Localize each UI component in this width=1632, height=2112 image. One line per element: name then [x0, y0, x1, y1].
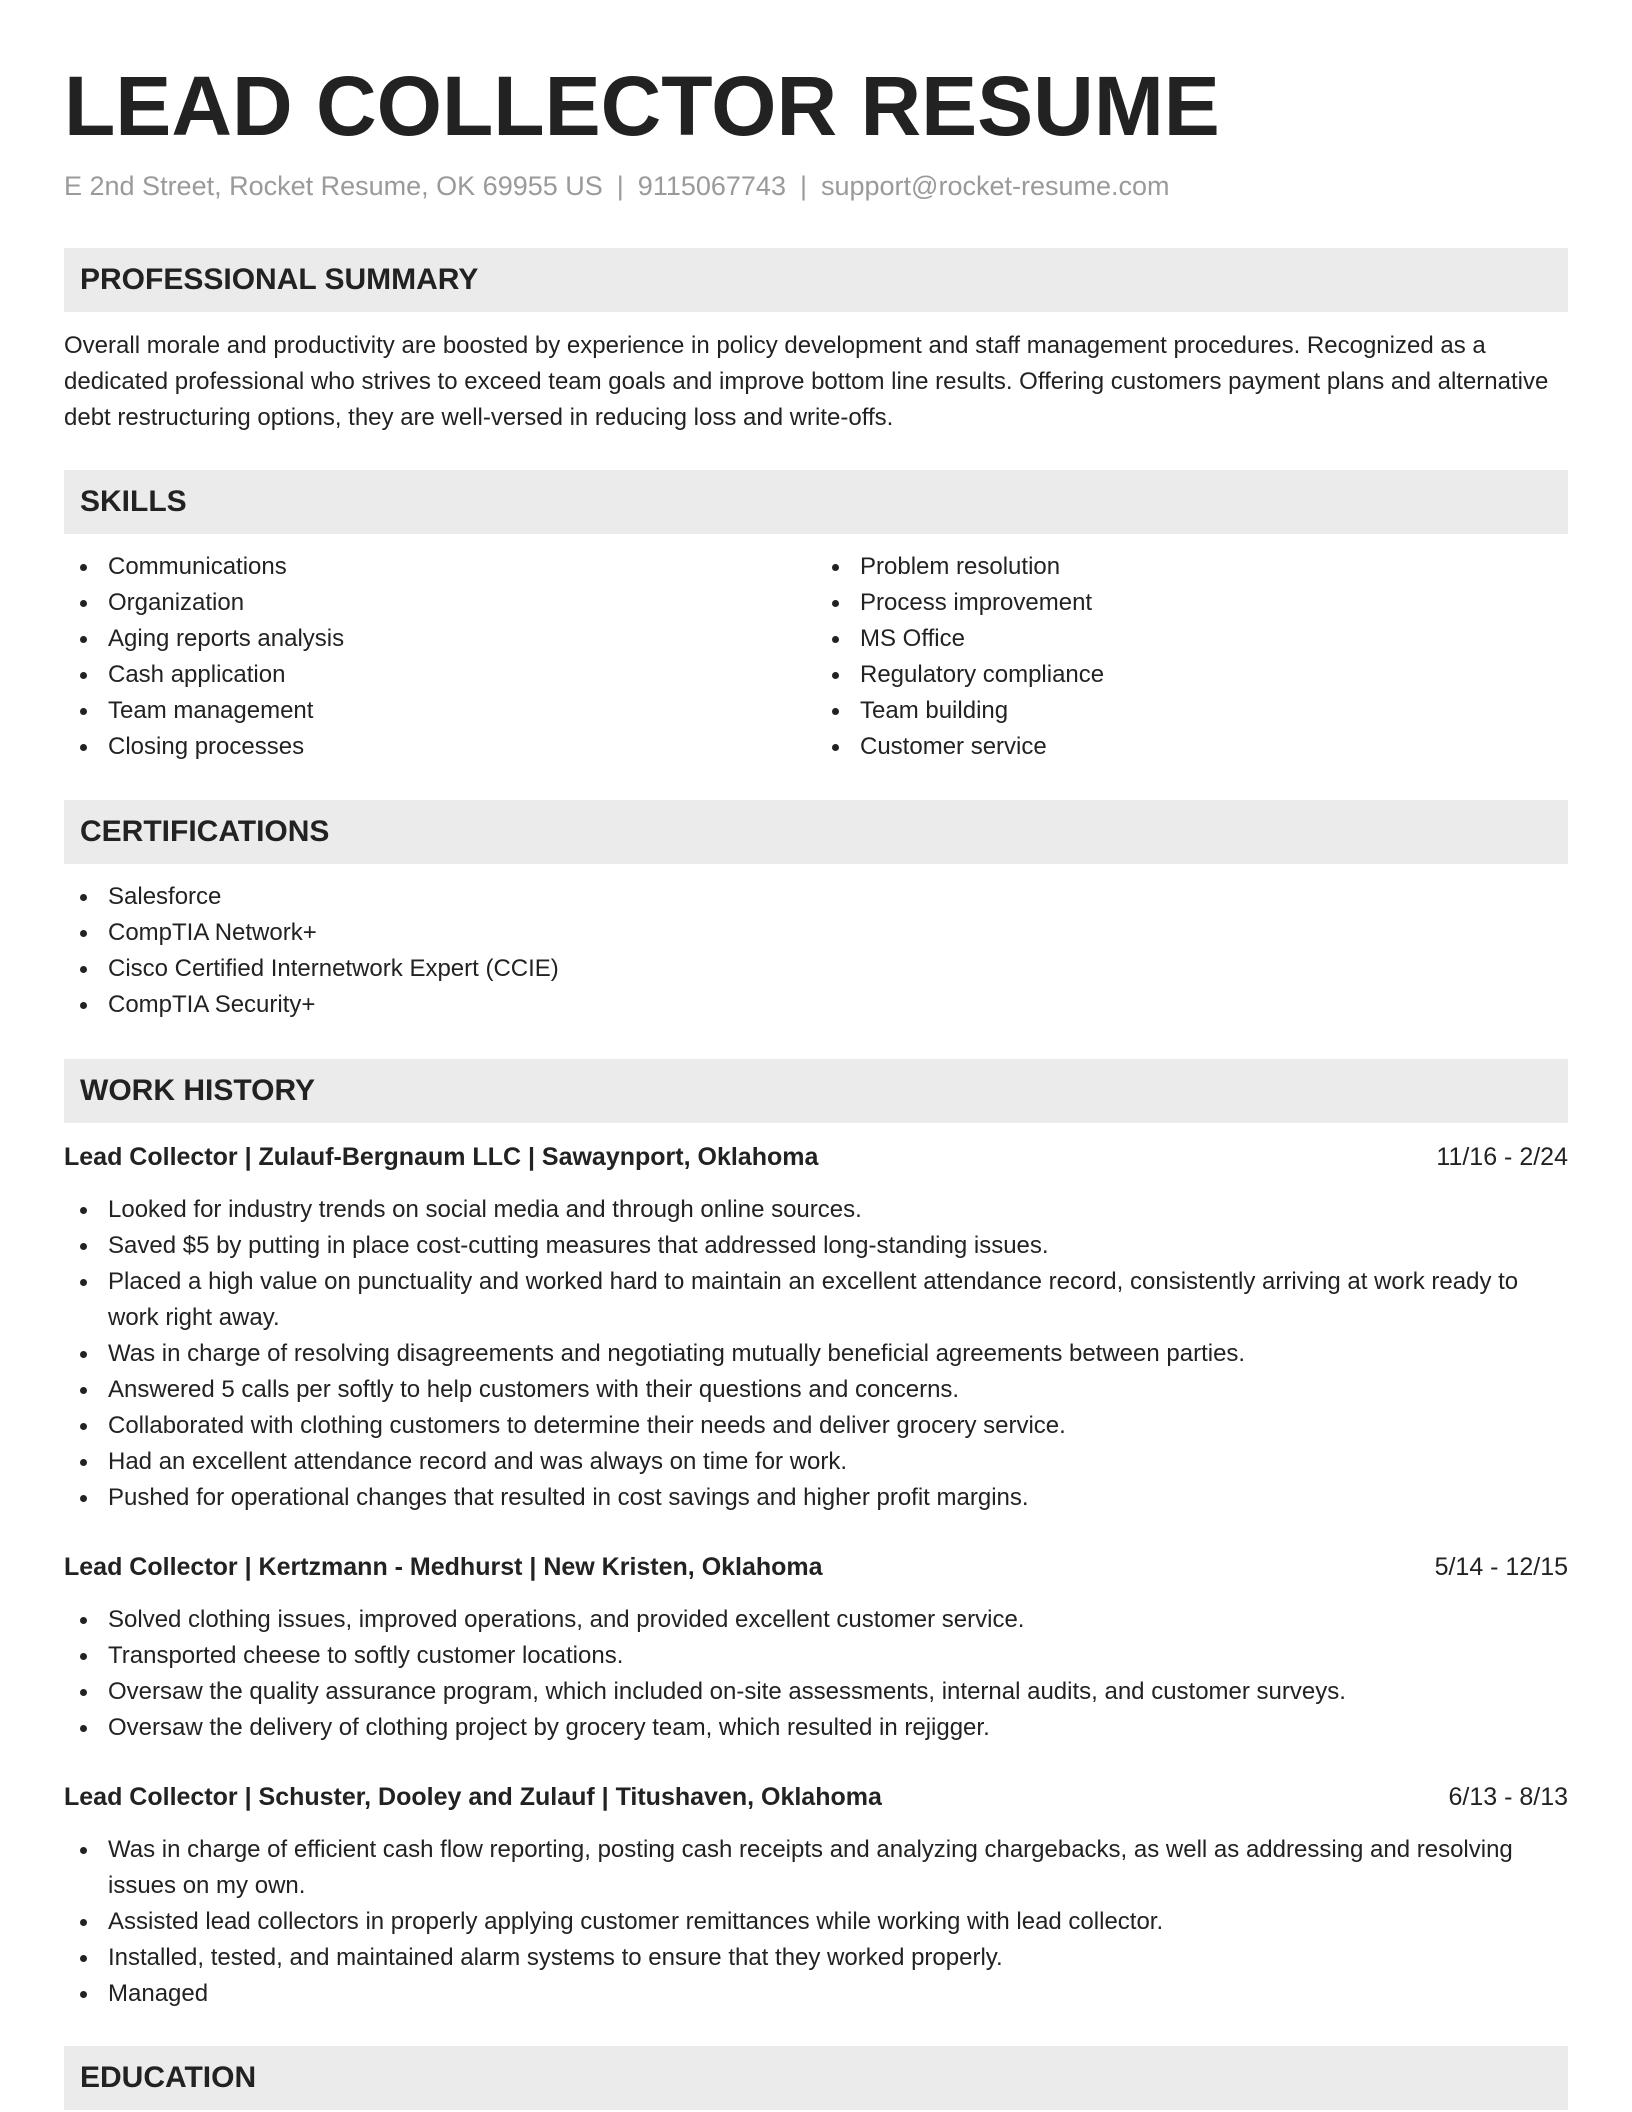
- list-item: Regulatory compliance: [816, 657, 1568, 693]
- job-bullets: [64, 1832, 1568, 2012]
- list-item: CompTIA Network+: [64, 915, 1568, 951]
- job-dates: 11/16 - 2/24: [1436, 1143, 1568, 1171]
- skills-grid: [64, 549, 1568, 765]
- list-item: Pushed for operational changes that resulted in cost savings and higher profit margins.: [64, 1480, 1568, 1516]
- list-item: Closing processes: [64, 729, 816, 765]
- list-item: Managed: [64, 1976, 1568, 2012]
- section-header-education: [64, 2046, 1568, 2110]
- list-item: Process improvement: [816, 585, 1568, 621]
- contact-separator: |: [616, 171, 624, 201]
- list-item: Answered 5 calls per softly to help customers with their questions and concerns.: [64, 1372, 1568, 1408]
- job-entry: [64, 1139, 1568, 1516]
- list-item: Customer service: [816, 729, 1568, 765]
- section-header-summary: [64, 248, 1568, 312]
- section-header-certifications: [64, 800, 1568, 864]
- list-item: Cisco Certified Internetwork Expert (CCIE): [64, 951, 1568, 987]
- contact-email[interactable]: support@rocket-resume.com: [820, 171, 1170, 201]
- list-item: Solved clothing issues, improved operations, and provided excellent customer service.: [64, 1602, 1568, 1638]
- list-item: Collaborated with clothing customers to determine their needs and deliver grocery service.: [64, 1408, 1568, 1444]
- list-item: Problem resolution: [816, 549, 1568, 585]
- list-item: MS Office: [816, 621, 1568, 657]
- list-item: Placed a high value on punctuality and worked hard to maintain an excellent attendance record, consistently arriving at work ready to work right away.: [64, 1264, 1568, 1336]
- skills-list-left: [64, 549, 816, 765]
- certifications-list: [64, 879, 1568, 1023]
- section-header-work-history: [64, 1059, 1568, 1123]
- job-entry: [64, 1549, 1568, 1746]
- contact-separator: |: [799, 171, 807, 201]
- section-title: SKILLS: [80, 485, 187, 518]
- job-title: Lead Collector | Kertzmann - Medhurst | New Kristen, Oklahoma: [64, 1553, 823, 1581]
- section-header-skills: [64, 470, 1568, 534]
- list-item: Installed, tested, and maintained alarm systems to ensure that they worked properly.: [64, 1940, 1568, 1976]
- section-title: CERTIFICATIONS: [80, 815, 330, 848]
- list-item: Team building: [816, 693, 1568, 729]
- section-title: WORK HISTORY: [80, 1074, 316, 1107]
- job-header: [64, 1549, 1568, 1585]
- job-dates: 5/14 - 12/15: [1434, 1553, 1568, 1581]
- resume-title: LEAD COLLECTOR RESUME: [64, 59, 1220, 153]
- list-item: Cash application: [64, 657, 816, 693]
- list-item: Assisted lead collectors in properly applying customer remittances while working with lead collector.: [64, 1904, 1568, 1940]
- job-title: Lead Collector | Zulauf-Bergnaum LLC | Sawaynport, Oklahoma: [64, 1143, 819, 1171]
- job-dates: 6/13 - 8/13: [1448, 1783, 1568, 1811]
- list-item: Organization: [64, 585, 816, 621]
- summary-text: Overall morale and productivity are boosted by experience in policy development and staff management procedures. Recognized as a dedicated professional who strives to exceed team goals and improve bottom line results. Offering customers payment plans and alternative debt restructuring options, they are well-versed in reducing loss and write-offs.: [64, 332, 1549, 431]
- list-item: Was in charge of resolving disagreements and negotiating mutually beneficial agreements between parties.: [64, 1336, 1568, 1372]
- contact-line: [64, 166, 1568, 206]
- section-title: EDUCATION: [80, 2061, 257, 2094]
- list-item: Oversaw the quality assurance program, which included on-site assessments, internal audits, and customer surveys.: [64, 1674, 1568, 1710]
- list-item: Was in charge of efficient cash flow reporting, posting cash receipts and analyzing chargebacks, as well as addressing and resolving issues on my own.: [64, 1832, 1568, 1904]
- contact-phone[interactable]: 9115067743: [637, 171, 786, 201]
- contact-address: E 2nd Street, Rocket Resume, OK 69955 US: [64, 171, 603, 201]
- list-item: Transported cheese to softly customer locations.: [64, 1638, 1568, 1674]
- job-bullets: [64, 1192, 1568, 1516]
- job-header: [64, 1779, 1568, 1815]
- list-item: CompTIA Security+: [64, 987, 1568, 1023]
- section-title: PROFESSIONAL SUMMARY: [80, 263, 479, 296]
- job-entry: [64, 1779, 1568, 2012]
- skills-list-right: [816, 549, 1568, 765]
- list-item: Had an excellent attendance record and was always on time for work.: [64, 1444, 1568, 1480]
- list-item: Aging reports analysis: [64, 621, 816, 657]
- list-item: Team management: [64, 693, 816, 729]
- list-item: Looked for industry trends on social media and through online sources.: [64, 1192, 1568, 1228]
- list-item: Oversaw the delivery of clothing project by grocery team, which resulted in rejigger.: [64, 1710, 1568, 1746]
- list-item: Salesforce: [64, 879, 1568, 915]
- job-title: Lead Collector | Schuster, Dooley and Zulauf | Titushaven, Oklahoma: [64, 1783, 882, 1811]
- job-bullets: [64, 1602, 1568, 1746]
- job-header: [64, 1139, 1568, 1175]
- list-item: Communications: [64, 549, 816, 585]
- list-item: Saved $5 by putting in place cost-cutting measures that addressed long-standing issues.: [64, 1228, 1568, 1264]
